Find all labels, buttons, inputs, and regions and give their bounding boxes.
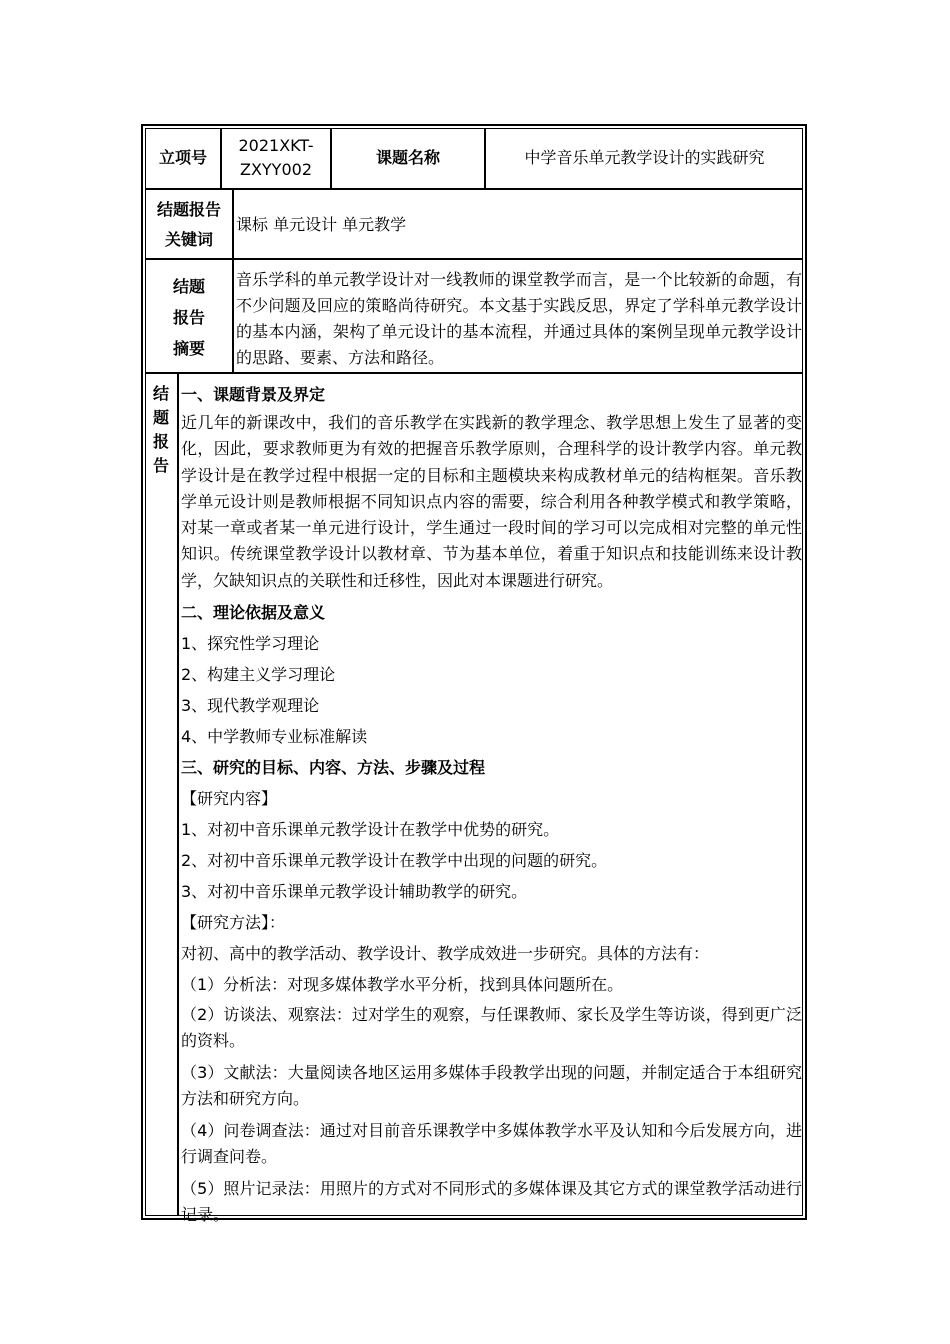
section2-item: 2、构建主义学习理论 — [181, 665, 336, 685]
section3-title: 三、研究的目标、内容、方法、步骤及过程 — [181, 758, 486, 778]
report-label-char: 报 — [152, 432, 169, 451]
abstract-label-line3: 摘要 — [172, 339, 205, 358]
method-item: （5）照片记录法：用照片的方式对不同形式的多媒体课及其它方式的课堂教学活动进行记录。 — [181, 1179, 802, 1225]
report-label — [150, 382, 172, 478]
col-divider — [177, 374, 179, 1216]
project-no-value-line2: ZXYY002 — [239, 160, 312, 179]
keywords-label-line1: 结题报告 — [156, 200, 221, 219]
row-divider — [145, 188, 803, 190]
section1-title: 一、课题背景及界定 — [181, 385, 326, 404]
abstract-text-cell — [236, 267, 802, 371]
section2-item: 4、中学教师专业标准解读 — [181, 727, 368, 747]
method-heading: 【研究方法】： — [181, 913, 286, 933]
report-body — [181, 379, 802, 1228]
col-divider — [232, 190, 234, 372]
abstract-label — [147, 271, 231, 364]
section2-item: 3、现代教学观理论 — [181, 696, 320, 716]
keywords-value: 课标 单元设计 单元教学 — [236, 215, 407, 234]
method-item: （3）文献法：大量阅读各地区运用多媒体手段教学出现的问题，并制定适合于本组研究方法和研究方向。 — [181, 1063, 802, 1109]
project-no-label: 立项号 — [158, 148, 207, 167]
content-item: 2、对初中音乐课单元教学设计在教学中出现的问题的研究。 — [181, 851, 608, 871]
topic-label: 课题名称 — [375, 148, 440, 167]
content-item: 3、对初中音乐课单元教学设计辅助教学的研究。 — [181, 882, 528, 902]
project-no-value-line1: 2021XKT- — [238, 136, 314, 155]
topic-value: 中学音乐单元教学设计的实践研究 — [524, 148, 765, 167]
section1-text: 近几年的新课改中，我们的音乐教学在实践新的教学理念、教学思想上发生了显著的变化，因此，要求教师更为有效的把握音乐教学原则，合理科学的设计教学内容。单元教学设计是在教学过程中根据一定的目标和主题模块来构成教材单元的结构框架。音乐教学单元设计则是教师根据不同知识点内容的需要，综合利用各种教学模式和教学策略，对某一章或者某一单元进行设计，学生通过一段时间的学习可以完成相对完整的单元性知识。传统课堂教学设计以教材章、节为基本单位，着重于知识点和技能训练来设计教学，欠缺知识点的关联性和迁移性，因此对本课题进行研究。 — [181, 413, 802, 590]
keywords-label — [147, 195, 231, 255]
row-divider — [145, 258, 803, 260]
keywords-label-line2: 关键词 — [164, 230, 213, 249]
method-intro: 对初、高中的教学活动、教学设计、教学成效进一步研究。具体的方法有： — [181, 944, 710, 964]
abstract-label-line2: 报告 — [172, 308, 205, 327]
abstract-label-line1: 结题 — [172, 277, 205, 296]
report-label-char: 题 — [152, 408, 169, 427]
content-heading: 【研究内容】 — [181, 789, 278, 809]
abstract-text: 音乐学科的单元教学设计对一线教师的课堂教学而言，是一个比较新的命题，有不少问题及回应的策略尚待研究。本文基于实践反思，界定了学科单元教学设计的基本内涵，架构了单元设计的基本流程，并通过具体的案例呈现单元教学设计的思路、要素、方法和路径。 — [236, 270, 802, 367]
row-divider — [145, 372, 803, 374]
report-label-char: 告 — [152, 456, 169, 475]
content-item: 1、对初中音乐课单元教学设计在教学中优势的研究。 — [181, 820, 560, 840]
method-item: （4）问卷调查法：通过对目前音乐课教学中多媒体教学水平及认知和今后发展方向，进行调查问卷。 — [181, 1121, 802, 1167]
project-no-value — [222, 134, 330, 182]
section2-title: 二、理论依据及意义 — [181, 603, 326, 623]
section2-item: 1、探究性学习理论 — [181, 634, 320, 654]
report-label-char: 结 — [152, 384, 169, 403]
method-item: （1）分析法：对现多媒体教学水平分析，找到具体问题所在。 — [181, 975, 624, 995]
method-item: （2）访谈法、观察法：过对学生的观察，与任课教师、家长及学生等访谈，得到更广泛的资料。 — [181, 1005, 802, 1051]
